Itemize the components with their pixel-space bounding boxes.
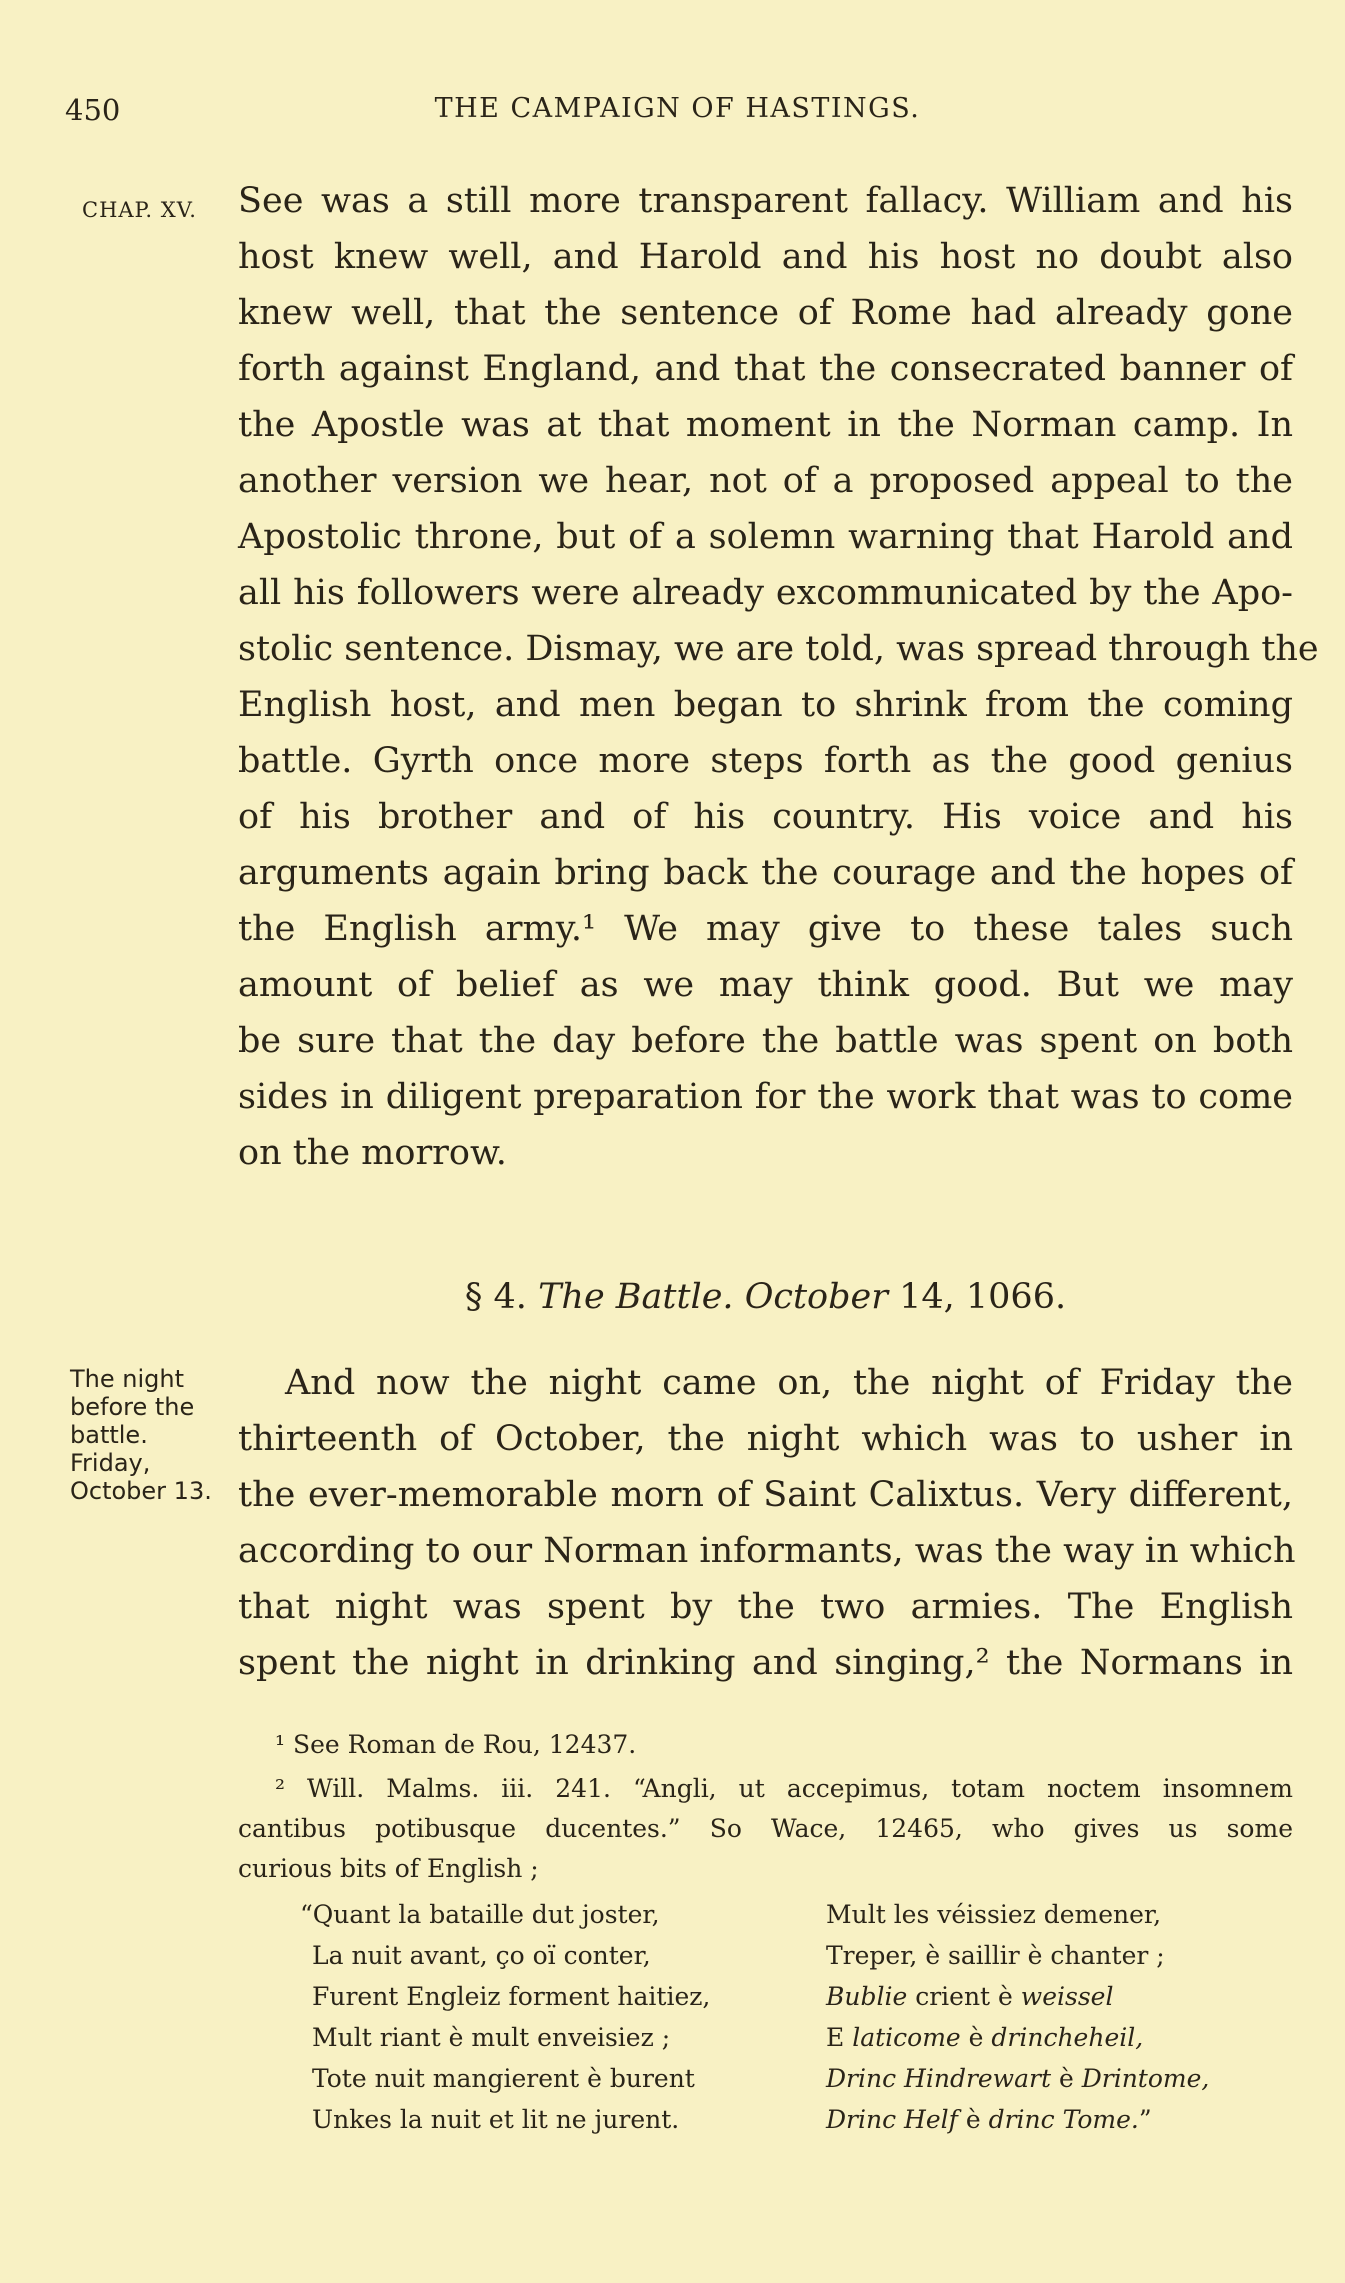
verse-line: La nuit avant, ço oï conter, xyxy=(312,1941,651,1970)
verse-line: Tote nuit mangierent è burent xyxy=(312,2064,695,2093)
verse-line xyxy=(826,1976,1113,2017)
margin-note xyxy=(70,1365,212,1505)
body-line: all his followers were already excommunicated by the Apo- xyxy=(238,573,1293,613)
body-line: that night was spent by the two armies. The English xyxy=(238,1587,1293,1627)
section-date-word: October xyxy=(744,1277,888,1317)
margin-note-line: October 13. xyxy=(70,1477,212,1505)
verse-text: è xyxy=(957,2105,989,2134)
body-line: Apostolic throne, but of a solemn warning that Harold and xyxy=(238,517,1293,557)
margin-note-line: The night xyxy=(70,1365,184,1393)
verse-italic: drinc Tome. xyxy=(988,2105,1139,2134)
body-line: See was a still more transparent fallacy. William and his xyxy=(238,181,1293,221)
body-line: host knew well, and Harold and his host no doubt also xyxy=(238,237,1293,277)
body-line: forth against England, and that the consecrated banner of xyxy=(238,349,1293,389)
verse-line xyxy=(826,2099,1152,2140)
verse-line: Unkes la nuit et lit ne jurent. xyxy=(312,2105,680,2134)
body-line: according to our Norman informants, was the way in which xyxy=(238,1531,1296,1571)
body-line: the Apostle was at that moment in the Norman camp. In xyxy=(238,405,1293,445)
verse-italic: Drinc Hindrewart xyxy=(826,2064,1051,2093)
body-line: be sure that the day before the battle was spent on both xyxy=(238,1021,1293,1061)
body-line: spent the night in drinking and singing,² the Normans in xyxy=(238,1643,1293,1683)
page-number: 450 xyxy=(65,93,121,127)
footnote-2: ² Will. Malms. iii. 241. “Angli, ut accepimus, totam noctem insomnem xyxy=(275,1774,1293,1803)
verse-italic: weissel xyxy=(1020,1982,1114,2011)
footnote-2-continued: curious bits of English ; xyxy=(238,1854,539,1883)
verse-line: Mult les véissiez demener, xyxy=(826,1900,1162,1929)
body-line: the English army.¹ We may give to these tales such xyxy=(238,909,1293,949)
verse-italic: drincheheil, xyxy=(991,2023,1144,2052)
body-line: the ever-memorable morn of Saint Calixtus. Very different, xyxy=(238,1475,1293,1515)
section-number: § 4. xyxy=(464,1277,527,1317)
footnote-2-continued: cantibus potibusque ducentes.” So Wace, 12465, who gives us some xyxy=(238,1814,1293,1843)
margin-note-line: battle. xyxy=(70,1421,148,1449)
body-line: And now the night came on, the night of Friday the xyxy=(285,1363,1293,1403)
body-line: amount of belief as we may think good. But we may xyxy=(238,965,1293,1005)
verse-text: è xyxy=(960,2023,992,2052)
body-line: sides in diligent preparation for the work that was to come xyxy=(238,1077,1293,1117)
body-line: English host, and men began to shrink from the coming xyxy=(238,685,1293,725)
verse-text: è xyxy=(1051,2064,1082,2093)
verse-text: crient è xyxy=(907,1982,1021,2011)
margin-note-line: before the xyxy=(70,1393,195,1421)
verse-italic: Drintome, xyxy=(1081,2064,1210,2093)
section-heading xyxy=(238,1277,1293,1317)
verse-text: E xyxy=(826,2023,853,2052)
running-title: THE CAMPAIGN OF HASTINGS. xyxy=(434,93,921,124)
body-line: another version we hear, not of a proposed appeal to the xyxy=(238,461,1293,501)
chapter-label: CHAP. XV. xyxy=(82,198,197,222)
verse-line: Furent Engleiz forment haitiez, xyxy=(312,1982,711,2011)
body-line: on the morrow. xyxy=(238,1133,507,1173)
verse-line xyxy=(826,2058,1209,2099)
section-title: The Battle. xyxy=(538,1277,734,1317)
verse-italic: Drinc Helf xyxy=(826,2105,958,2134)
section-date-number: 14, 1066. xyxy=(899,1277,1067,1317)
body-line: stolic sentence. Dismay, we are told, was spread through the xyxy=(238,629,1319,669)
running-head xyxy=(65,93,1290,133)
verse-italic: Bublie xyxy=(826,1982,908,2011)
verse-line xyxy=(826,2017,1143,2058)
verse-line: Mult riant è mult enveisiez ; xyxy=(312,2023,671,2052)
body-line: knew well, that the sentence of Rome had already gone xyxy=(238,293,1293,333)
body-line: thirteenth of October, the night which was to usher in xyxy=(238,1419,1293,1459)
verse-line: “Quant la bataille dut joster, xyxy=(300,1900,660,1929)
footnote-1: ¹ See Roman de Rou, 12437. xyxy=(275,1730,637,1759)
verse-line: Treper, è saillir è chanter ; xyxy=(826,1941,1165,1970)
verse-italic: laticome xyxy=(852,2023,961,2052)
body-line: arguments again bring back the courage and the hopes of xyxy=(238,853,1293,893)
body-line: of his brother and of his country. His voice and his xyxy=(238,797,1293,837)
body-line: battle. Gyrth once more steps forth as the good genius xyxy=(238,741,1293,781)
margin-note-line: Friday, xyxy=(70,1449,151,1477)
verse-text: ” xyxy=(1138,2105,1152,2134)
